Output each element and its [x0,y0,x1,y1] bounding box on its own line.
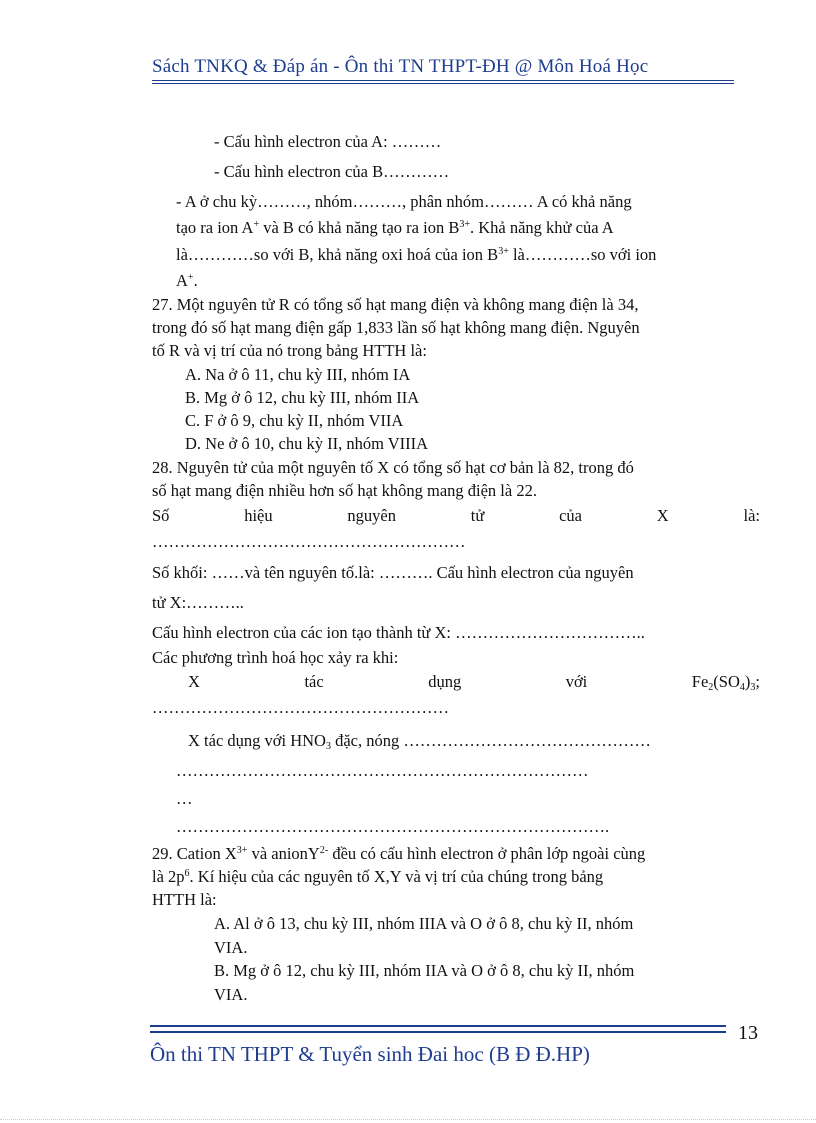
q29-line-2: là $2p^6$. Kí hiệu của các nguyên tố X,Y và vị trí của chúng trong bảng [152,867,604,886]
q28-line-2: số hạt mang điện nhiều hơn số hạt không mang điện là 22. [152,481,537,500]
position-line-3: là…………so với B, khả năng oxi hoá của ion $B^{3+}$ là…………so với ion [176,245,657,264]
q27-option-a: A. Na ở ô 11, chu kỳ III, nhóm IA [185,365,411,384]
q28-dots-1: ………………………………………………… [152,532,466,551]
running-footer: Ôn thi TN THPT & Tuyển sinh Đai hoc (B Đ Đ.HP) [150,1042,590,1066]
q28-line-3: Số hiệu nguyên tử của X là: [152,506,760,525]
q28-line-5: tử X:……….. [152,593,244,612]
q29-option-a-line-2: VIA. [214,938,248,957]
q27-option-b: B. Mg ở ô 12, chu kỳ III, nhóm IIA [185,388,420,407]
q29-option-b-line-2: VIA. [214,985,248,1004]
q28-line-9: X tác dụng với $HNO_3$ đặc, nóng ……………………………………… [188,731,651,752]
q29-option-b-line-1: B. Mg ở ô 12, chu kỳ III, nhóm IIA và O ở ô 8, chu kỳ II, nhóm [214,961,635,980]
q28-dots-5: ……………………………………………………………………. [176,817,610,836]
running-header: Sách TNKQ & Đáp án - Ôn thi TN THPT-ĐH @ Môn Hoá Học [152,56,649,77]
footer-rule [150,1025,726,1030]
q27-line-3: tố R và vị trí của nó trong bảng HTTH là: [152,341,427,360]
config-a-line: - Cấu hình electron của A: ……… [214,132,442,151]
q27-option-c: C. F ở ô 9, chu kỳ II, nhóm VIIA [185,411,404,430]
page-edge [0,1119,816,1120]
q28-line-6: Cấu hình electron của các ion tạo thành từ X: …………………………….. [152,623,645,642]
q28-dots-2: ……………………………………………… [152,698,449,717]
page-number: 13 [738,1022,758,1044]
q28-line-8: X tác dụng với $Fe_2(SO_4)_3$; [188,672,760,693]
position-line-2: tạo ra ion A+ và B có khả năng tạo ra ion $B^{3+}$. Khả năng khử của A [176,218,614,237]
position-line-1: - A ở chu kỳ………, nhóm………, phân nhóm……… A có khả năng [176,192,632,211]
config-b-line: - Cấu hình electron của B………… [214,162,450,181]
q29-option-a-line-1: A. Al ở ô 13, chu kỳ III, nhóm IIIA và O ở ô 8, chu kỳ II, nhóm [214,914,634,933]
q28-dots-3: ………………………………………………………………… [176,761,589,780]
q28-line-7: Các phương trình hoá học xảy ra khi: [152,648,399,667]
q29-line-1: 29. Cation $X^{3+}$ và anionY$^{2-}$ đều có cấu hình electron ở phân lớp ngoài cùng [152,844,646,863]
q29-line-3: HTTH là: [152,890,217,909]
position-line-4: A+. [176,271,198,290]
q27-option-d: D. Ne ở ô 10, chu kỳ II, nhóm VIIIA [185,434,429,453]
q27-line-1: 27. Một nguyên tử R có tổng số hạt mang điện và không mang điện là 34, [152,295,639,314]
q28-line-4: Số khối: ……và tên nguyên tố.là: ………. Cấu hình electron của nguyên [152,563,634,582]
q28-line-1: 28. Nguyên tử của một nguyên tố X có tổng số hạt cơ bản là 82, trong đó [152,458,634,477]
q27-line-2: trong đó số hạt mang điện gấp 1,833 lần số hạt không mang điện. Nguyên [152,318,640,337]
footer-rule-double [150,1031,726,1033]
q28-dots-4: … [176,789,193,808]
